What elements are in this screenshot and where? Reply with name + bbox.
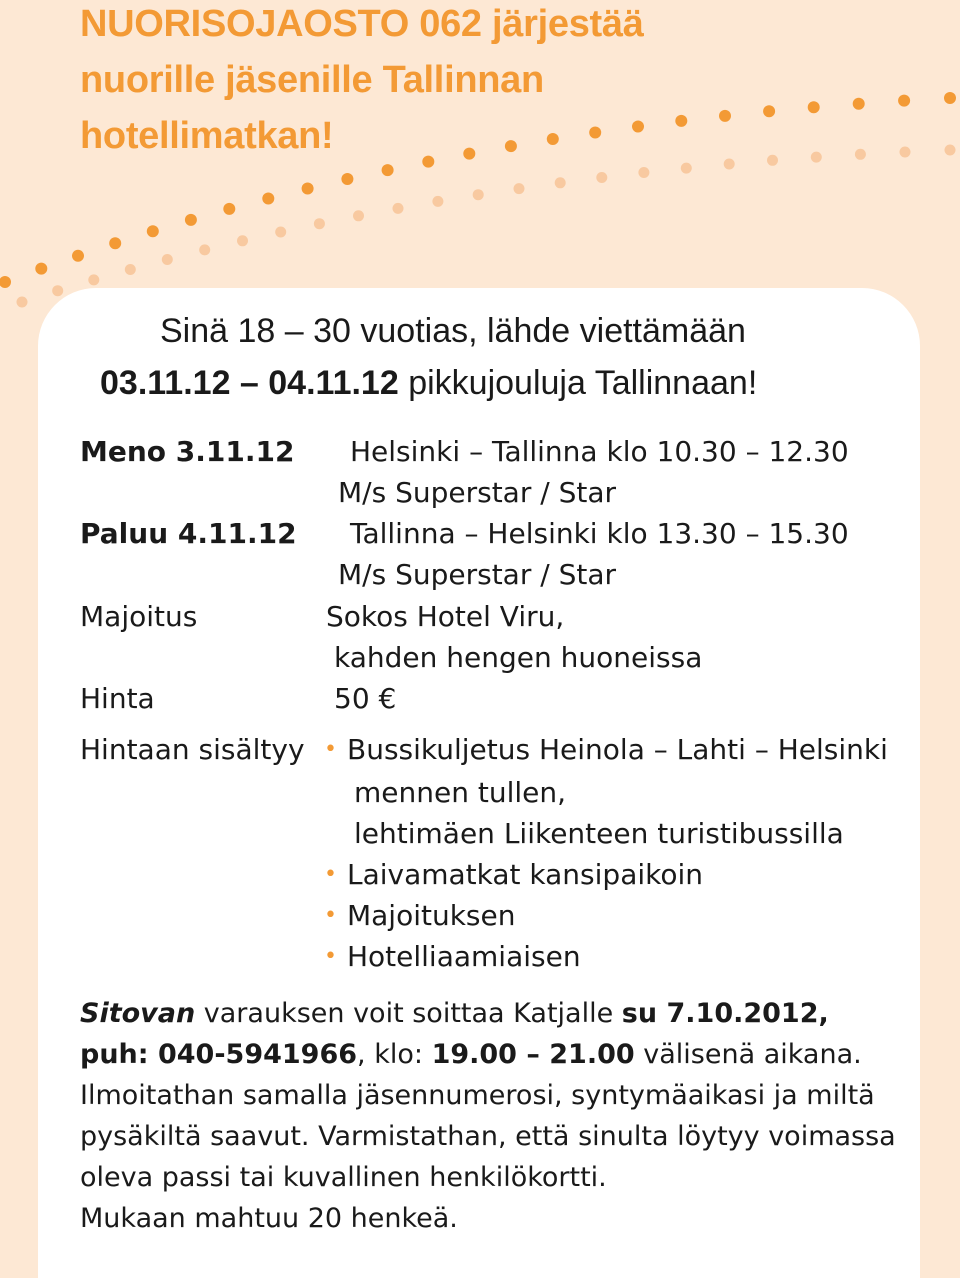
garland-dot-light <box>514 183 525 194</box>
garland-dot-light <box>275 227 286 238</box>
booking-phone: puh: 040-5941966 <box>80 1039 358 1070</box>
garland-dot-light <box>473 189 484 200</box>
garland-dot <box>147 225 159 237</box>
garland-dot-light <box>162 254 173 265</box>
garland-dot-light <box>88 274 99 285</box>
garland-dot-light <box>237 235 248 246</box>
garland-dot-light <box>17 297 28 308</box>
garland-dot-light <box>900 147 911 158</box>
garland-dot <box>719 110 731 122</box>
booking-line-4: pysäkiltä saavut. Varmistathan, että sinulta löytyy voimassa <box>80 1121 896 1152</box>
headline-line-2: nuorille jäsenille Tallinnan <box>80 59 544 101</box>
include-item-breakfast-text: Hotelliaamiaisen <box>346 940 581 973</box>
majoitus-rooms: kahden hengen huoneissa <box>334 641 703 674</box>
garland-dot-light <box>125 264 136 275</box>
bullet-icon: • <box>324 944 337 969</box>
garland-dot-light <box>432 196 443 207</box>
booking-text-1: varauksen voit soittaa Katjalle <box>195 998 622 1029</box>
bullet-icon: • <box>324 737 337 762</box>
bullet-icon: • <box>324 862 337 887</box>
garland-dot <box>382 164 394 176</box>
garland-dot-light <box>855 149 866 160</box>
garland-dot-light <box>596 172 607 183</box>
include-item-bus-line-2: mennen tullen, <box>354 776 567 809</box>
booking-line-1 <box>80 997 829 1031</box>
headline <box>80 0 644 164</box>
includes-label: Hintaan sisältyy <box>80 733 305 766</box>
booking-line-2 <box>80 1038 862 1072</box>
garland-dot-light <box>52 285 63 296</box>
garland-dot-light <box>724 159 735 170</box>
booking-date: su 7.10.2012, <box>621 998 829 1029</box>
include-item-bus <box>324 733 888 770</box>
garland-dot <box>341 173 353 185</box>
booking-klo: , klo: <box>357 1039 432 1070</box>
garland-dot <box>675 115 687 127</box>
bullet-icon: • <box>324 903 337 928</box>
hinta-value: 50 € <box>334 682 397 715</box>
include-item-ferry-text: Laivamatkat kansipaikoin <box>346 858 703 891</box>
garland-dot-light <box>555 177 566 188</box>
garland-dot <box>898 95 910 107</box>
booking-line-5: oleva passi tai kuvallinen henkilökortti. <box>80 1162 607 1193</box>
trip-dates: 03.11.12 – 04.11.12 <box>100 364 399 402</box>
garland-dot <box>223 203 235 215</box>
garland-dot <box>72 250 84 262</box>
hinta-label: Hinta <box>80 682 155 715</box>
garland-dot-light <box>681 163 692 174</box>
garland-dot <box>262 193 274 205</box>
garland-dot <box>35 263 47 275</box>
include-item-bus-text: Bussikuljetus Heinola – Lahti – Helsinki <box>346 733 888 766</box>
booking-text-2: välisenä aikana. <box>634 1039 862 1070</box>
headline-line-3: hotellimatkan! <box>80 115 334 157</box>
garland-dot <box>109 237 121 249</box>
garland-dot-light <box>353 210 364 221</box>
garland-dot-light <box>811 152 822 163</box>
meno-label: Meno 3.11.12 <box>80 435 295 468</box>
majoitus-hotel: Sokos Hotel Viru, <box>326 600 565 633</box>
intro-line-2-rest: pikkujouluja Tallinnaan! <box>398 364 758 402</box>
meno-route: Helsinki – Tallinna klo 10.30 – 12.30 <box>350 435 849 468</box>
include-item-accommodation <box>324 899 516 936</box>
garland-dot <box>763 105 775 117</box>
intro-line-2 <box>100 366 757 400</box>
include-item-ferry <box>324 858 703 895</box>
booking-sitovan: Sitovan <box>80 998 196 1029</box>
meno-ship: M/s Superstar / Star <box>338 476 617 509</box>
garland-dot <box>853 98 865 110</box>
booking-time: 19.00 – 21.00 <box>431 1039 635 1070</box>
garland-dot-light <box>199 244 210 255</box>
headline-line-1: NUORISOJAOSTO 062 järjestää <box>80 3 644 45</box>
garland-dot <box>302 183 314 195</box>
garland-dot <box>944 92 956 104</box>
booking-line-3: Ilmoitathan samalla jäsennumerosi, syntymäaikasi ja miltä <box>80 1080 875 1111</box>
garland-dot <box>808 101 820 113</box>
majoitus-label: Majoitus <box>80 600 198 633</box>
garland-dot <box>185 214 197 226</box>
garland-dot-light <box>638 167 649 178</box>
garland-dot-light <box>767 155 778 166</box>
garland-dot-light <box>314 218 325 229</box>
intro-line-1: Sinä 18 – 30 vuotias, lähde viettämään <box>160 312 746 350</box>
paluu-ship: M/s Superstar / Star <box>338 558 617 591</box>
include-item-accommodation-text: Majoituksen <box>346 899 516 932</box>
include-item-bus-line-3: lehtimäen Liikenteen turistibussilla <box>354 817 844 850</box>
paluu-label: Paluu 4.11.12 <box>80 517 297 550</box>
garland-dot <box>0 276 11 288</box>
paluu-route: Tallinna – Helsinki klo 13.30 – 15.30 <box>350 517 849 550</box>
booking-line-6: Mukaan mahtuu 20 henkeä. <box>80 1203 458 1234</box>
garland-dot-light <box>393 203 404 214</box>
include-item-breakfast <box>324 940 581 977</box>
garland-dot-light <box>945 145 956 156</box>
